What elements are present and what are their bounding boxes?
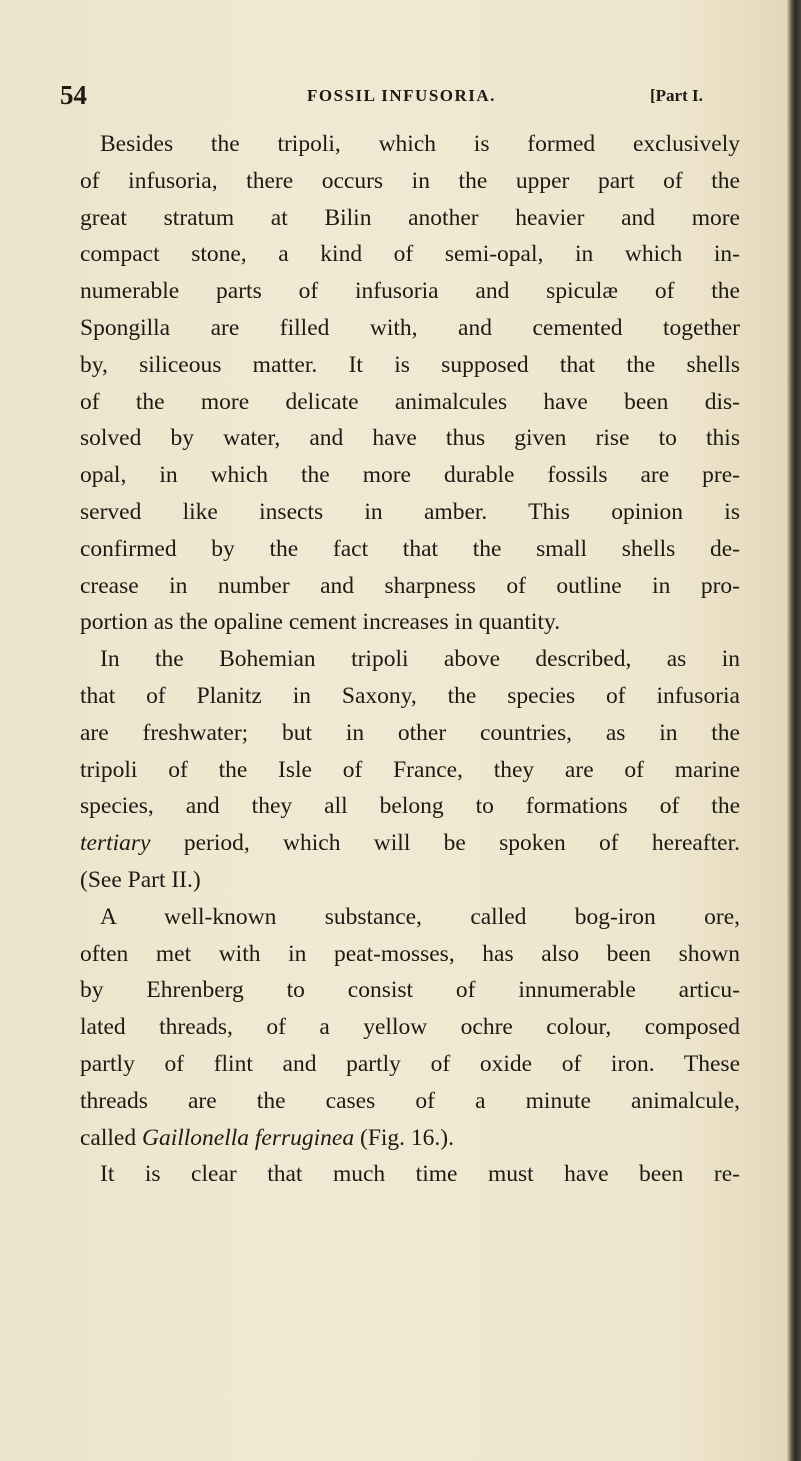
page-edge xyxy=(787,0,801,1461)
text-line: lated threads, of a yellow ochre colour, composed xyxy=(80,1014,740,1041)
italic-term: tertiary xyxy=(80,830,151,857)
body-text xyxy=(80,126,740,1193)
species-name: Gaillonella ferruginea xyxy=(141,1124,355,1151)
text-line: solved by water, and have thus given rise to this xyxy=(80,425,740,452)
text-line: It is clear that much time must have been re- xyxy=(100,1161,740,1188)
text-line: Spongilla are filled with, and cemented together xyxy=(80,314,740,341)
text-fragment: called xyxy=(80,1124,142,1151)
text-line: threads are the cases of a minute animalcule, xyxy=(80,1087,740,1114)
text-fragment: (Fig. 16.). xyxy=(354,1124,454,1151)
text-line: confirmed by the fact that the small shells de- xyxy=(80,535,740,562)
running-title: FOSSIL INFUSORIA. xyxy=(307,86,496,105)
text-line: partly of flint and partly of oxide of iron. These xyxy=(80,1050,740,1077)
text-line: numerable parts of infusoria and spiculæ of the xyxy=(80,278,740,305)
text-line: tripoli of the Isle of France, they are of marine xyxy=(80,756,740,783)
text-line: A well-known substance, called bog-iron ore, xyxy=(100,903,740,930)
text-line: often met with in peat-mosses, has also been shown xyxy=(80,940,740,967)
text-line: Besides the tripoli, which is formed exclusively xyxy=(100,131,740,157)
text-line: compact stone, a kind of semi-opal, in which in- xyxy=(80,241,740,268)
text-line: of the more delicate animalcules have been dis- xyxy=(80,388,740,415)
text-line: great stratum at Bilin another heavier and more xyxy=(80,204,740,231)
text-line: by Ehrenberg to consist of innumerable articu- xyxy=(80,977,740,1004)
text-line: portion as the opaline cement increases in quantity. xyxy=(80,609,561,636)
text-line: In the Bohemian tripoli above described, as in xyxy=(100,646,740,673)
part-label: [Part I. xyxy=(650,86,703,105)
text-line: by, siliceous matter. It is supposed that the shells xyxy=(80,351,740,378)
text-line-mixed xyxy=(80,1120,740,1157)
text-line: served like insects in amber. This opinion is xyxy=(80,498,740,525)
text-line: species, and they all belong to formations of the xyxy=(80,793,740,820)
text-line: opal, in which the more durable fossils are pre- xyxy=(80,462,740,489)
running-header xyxy=(60,80,760,110)
text-fragment: period, which will be spoken of hereafter. xyxy=(150,830,740,857)
text-line: are freshwater; but in other countries, as in the xyxy=(80,719,740,746)
text-line-mixed xyxy=(80,825,740,862)
text-line: crease in number and sharpness of outline in pro- xyxy=(80,572,740,599)
text-line: (See Part II.) xyxy=(80,866,201,893)
text-line: that of Planitz in Saxony, the species of infusoria xyxy=(80,682,740,709)
text-line: of infusoria, there occurs in the upper part of the xyxy=(80,167,740,194)
page-number: 54 xyxy=(60,80,87,110)
